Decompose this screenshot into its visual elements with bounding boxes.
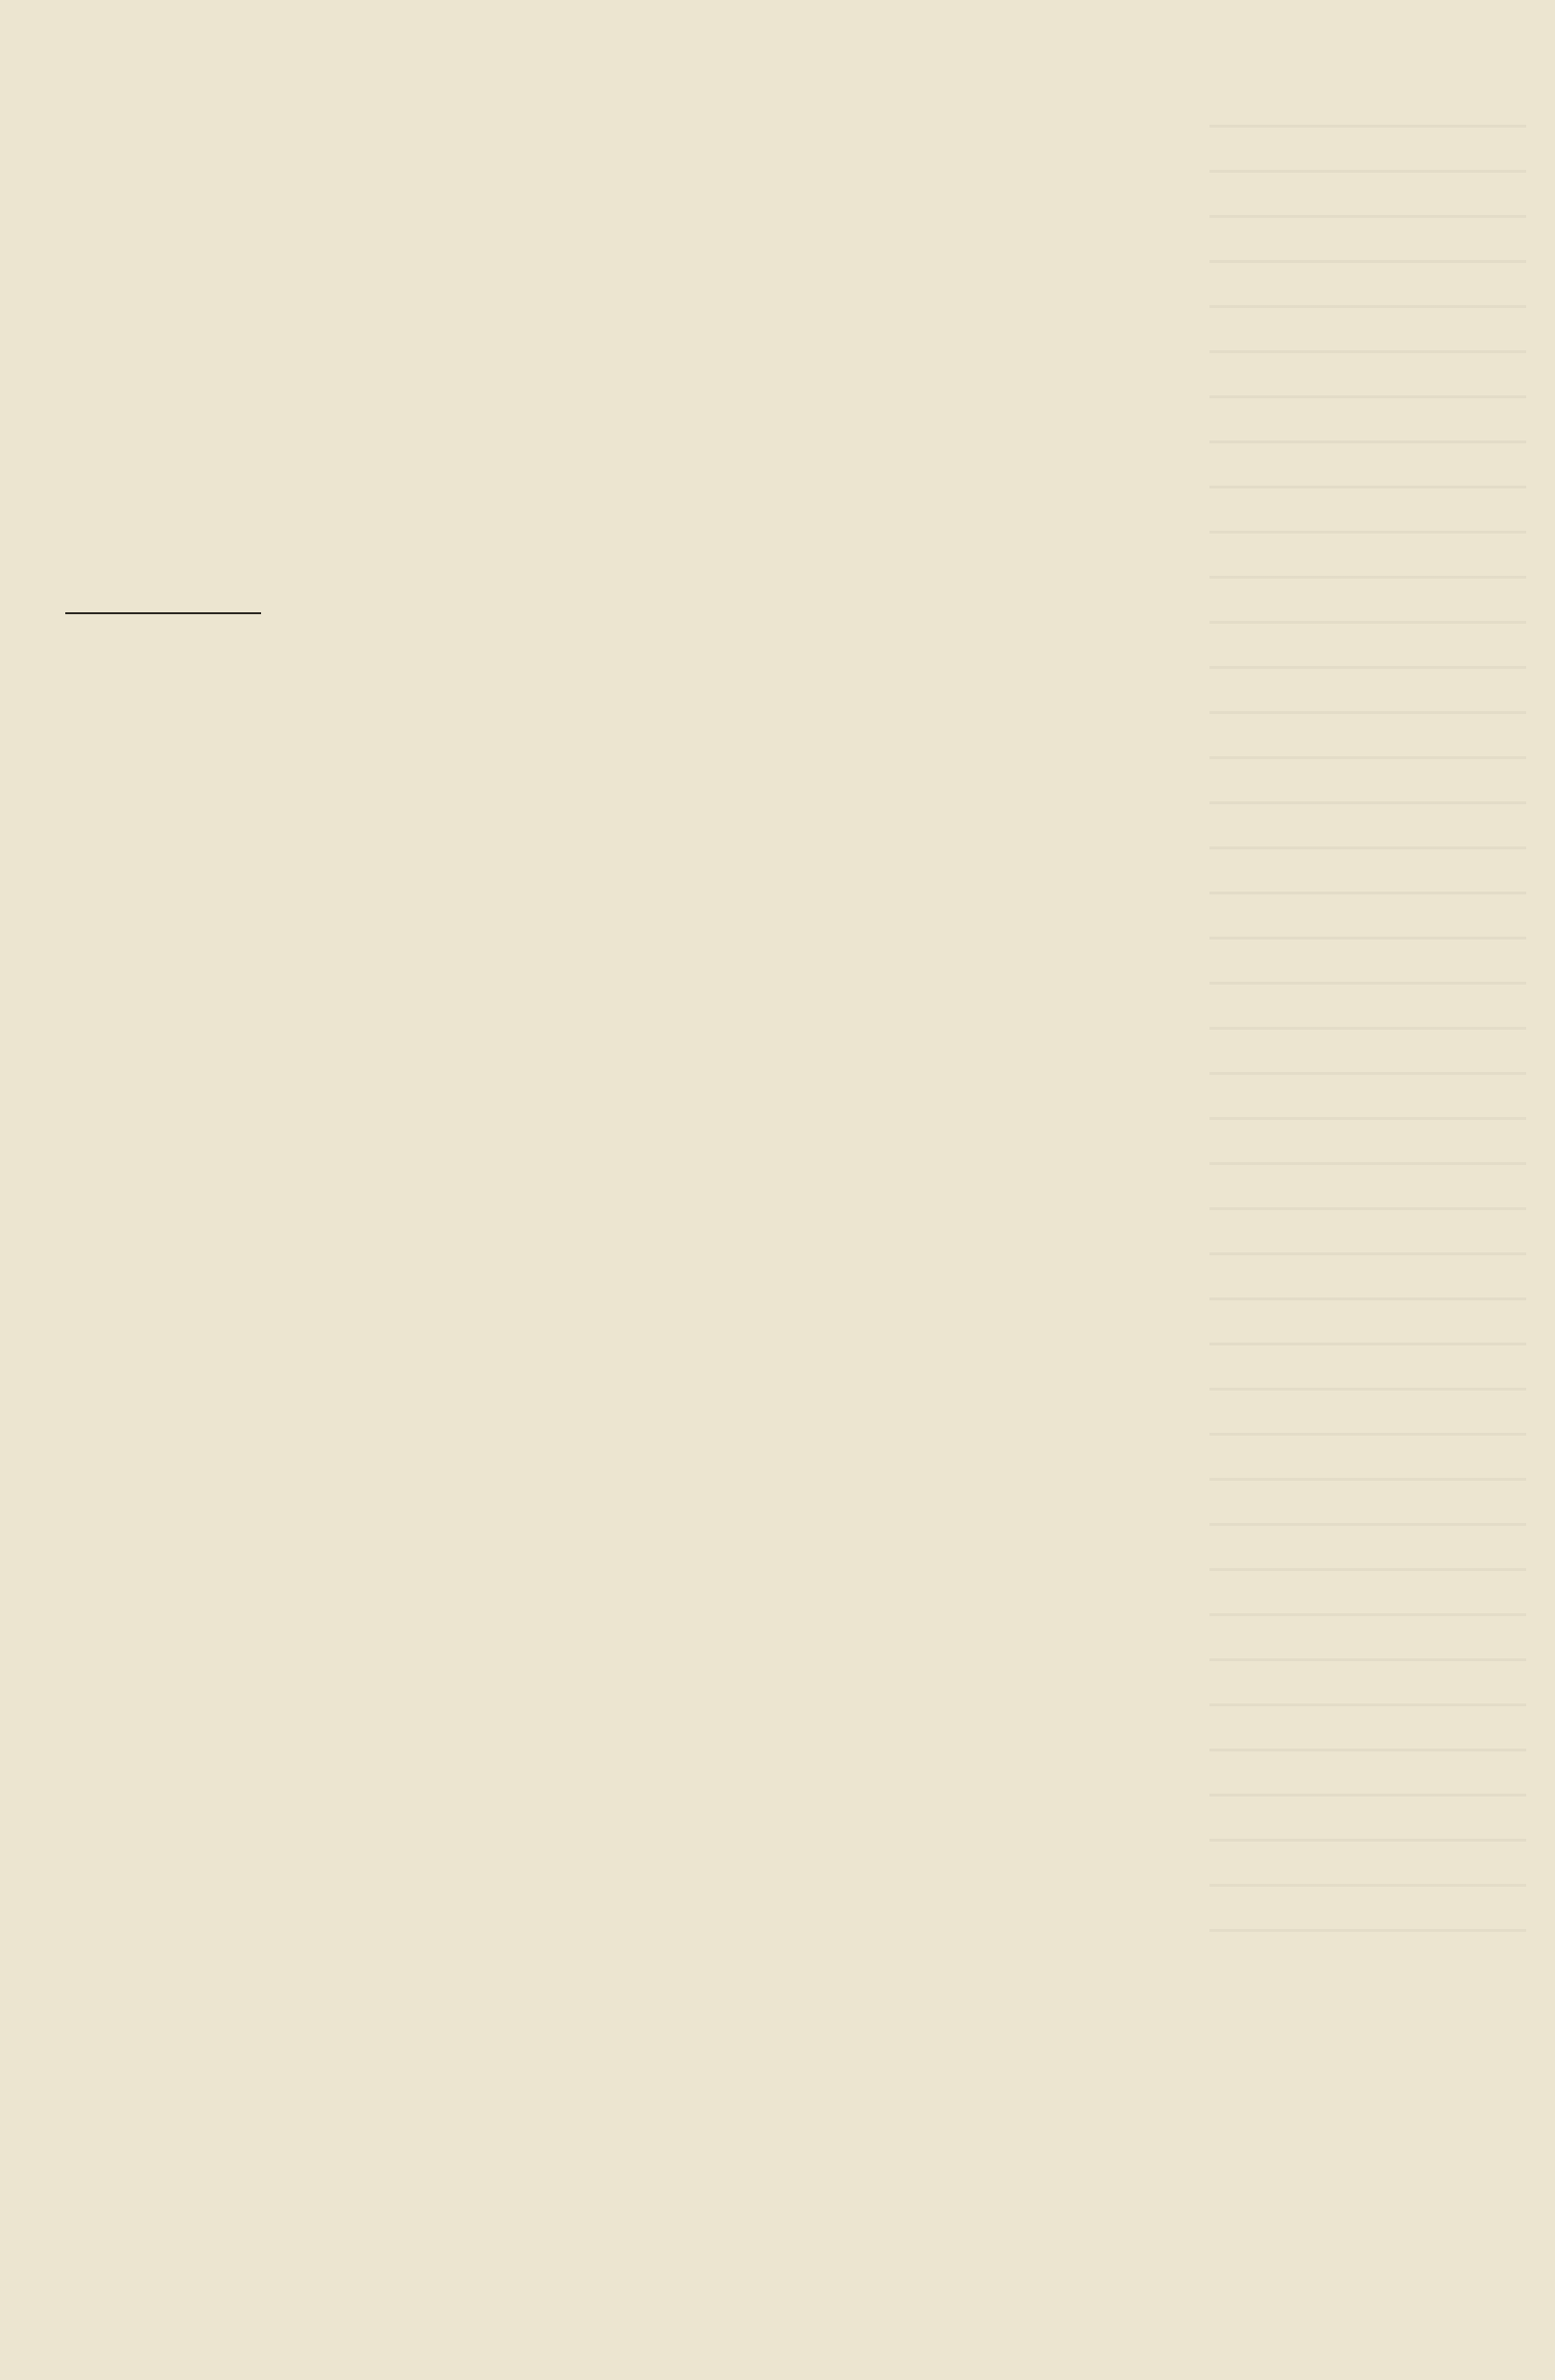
show-through-texture — [1209, 125, 1526, 1948]
section-divider — [65, 612, 261, 614]
